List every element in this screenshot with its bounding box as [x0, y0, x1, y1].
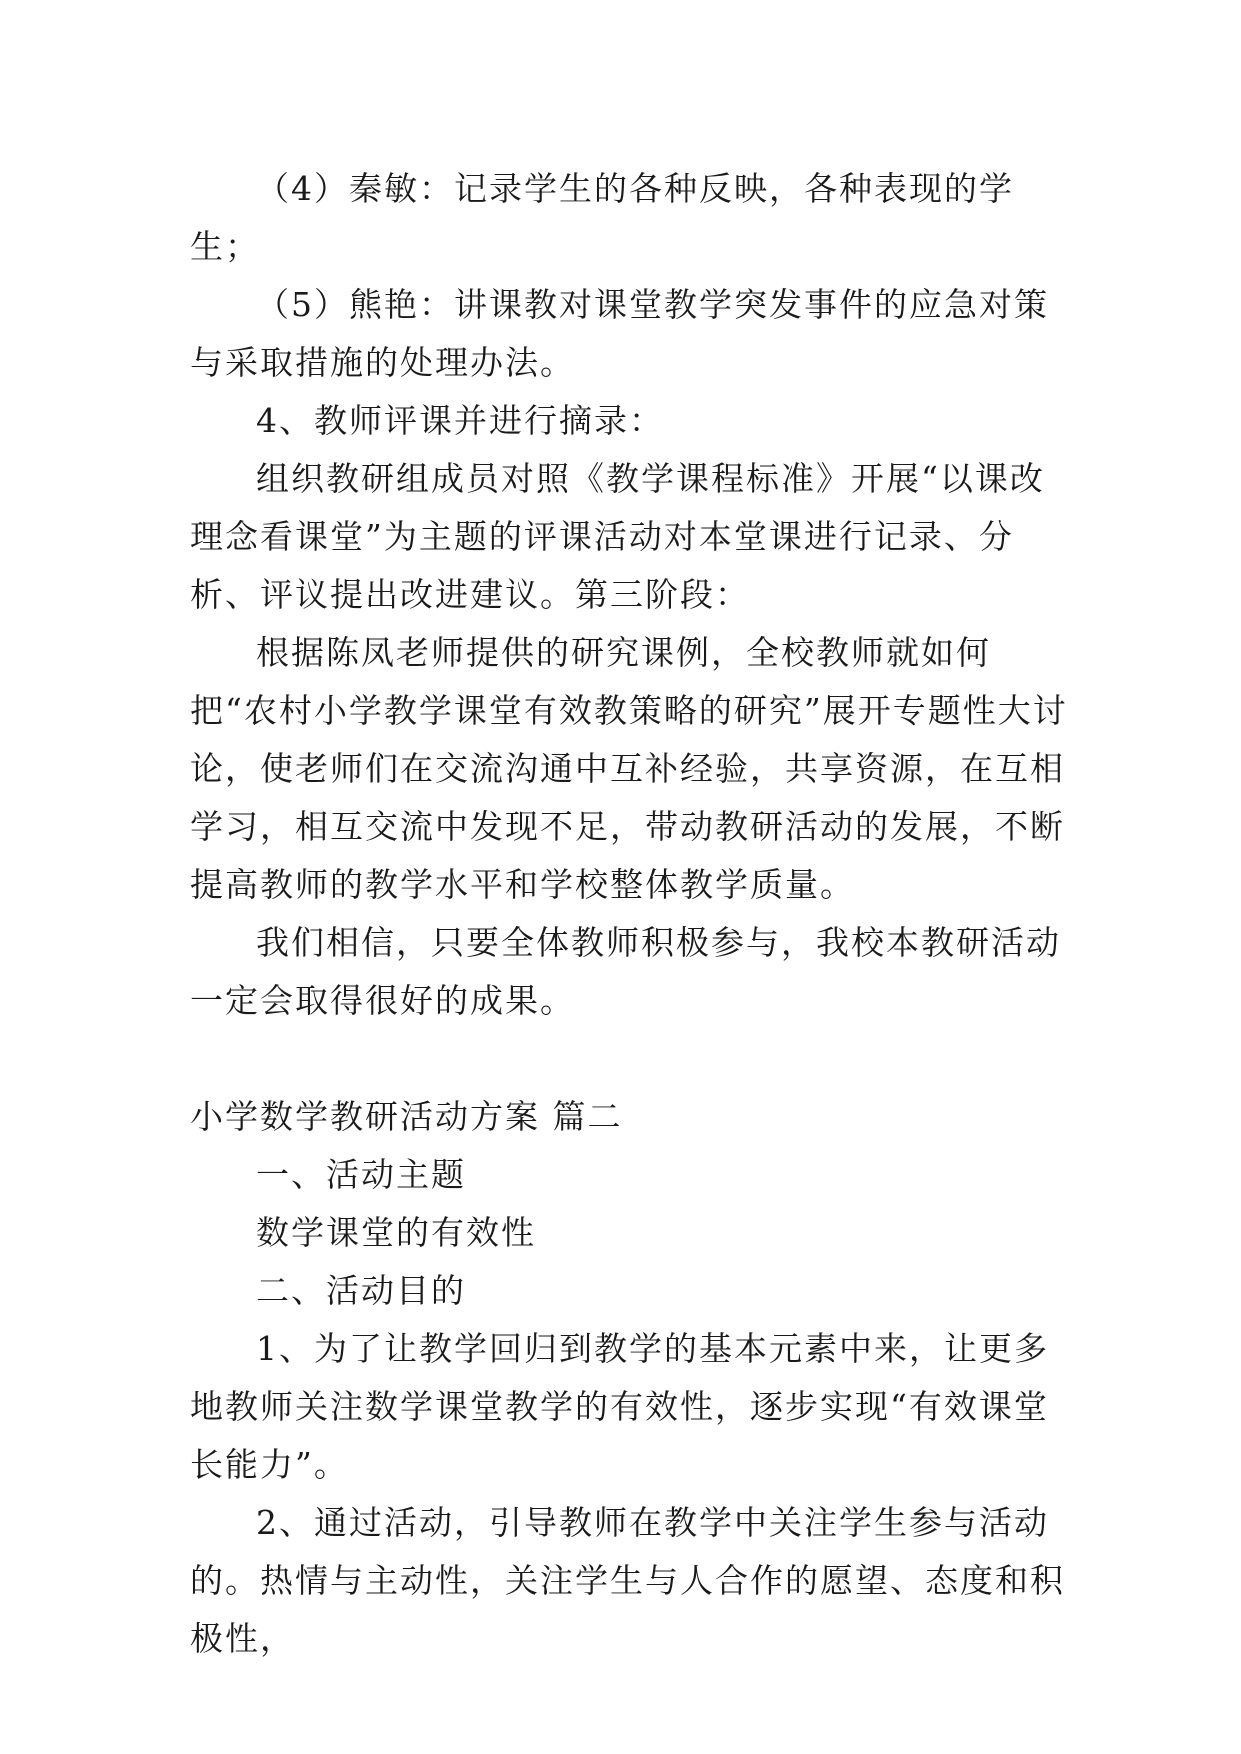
paragraph-purpose-1: 1、为了让教学回归到教学的基本元素中来，让更多地教师关注数学课堂教学的有效性，逐步实现“有效课堂长能力”。: [190, 1329, 1049, 1484]
paragraph-step-4: 4、教师评课并进行摘录：: [256, 401, 664, 440]
section-title: 小学数学教研活动方案 篇二: [190, 1097, 623, 1136]
paragraph-belief: 我们相信，只要全体教师积极参与，我校本教研活动一定会取得很好的成果。: [190, 923, 1061, 1020]
paragraph-xiong-yan: （5）熊艳：讲课教对课堂教学突发事件的应急对策与采取措施的处理办法。: [190, 285, 1049, 382]
paragraph-organize-review: 组织教研组成员对照《教学课程标准》开展“以课改理念看课堂”为主题的评课活动对本堂课进行记录、分析、评议提出改进建议。第三阶段：: [190, 459, 1045, 614]
paragraph-purpose-2: 2、通过活动，引导教师在教学中关注学生参与活动的。热情与主动性，关注学生与人合作的愿望、态度和积极性，: [190, 1503, 1065, 1658]
paragraph-activity-theme: 数学课堂的有效性: [256, 1213, 536, 1252]
paragraph-research-discussion: 根据陈凤老师提供的研究课例，全校教师就如何把“农村小学教学课堂有效教策略的研究”展开专题性大讨论，使老师们在交流沟通中互补经验，共享资源，在互相学习，相互交流中发现不足，带动教研活动的发展，不断提高教师的教学水平和学校整体教学质量。: [190, 633, 1068, 904]
document-body: [190, 160, 1070, 1668]
paragraph-activity-theme-heading: 一、活动主题: [256, 1155, 466, 1194]
paragraph-activity-purpose-heading: 二、活动目的: [256, 1271, 466, 1310]
paragraph-record-qin-min: （4）秦敏：记录学生的各种反映，各种表现的学生；: [190, 169, 1014, 266]
